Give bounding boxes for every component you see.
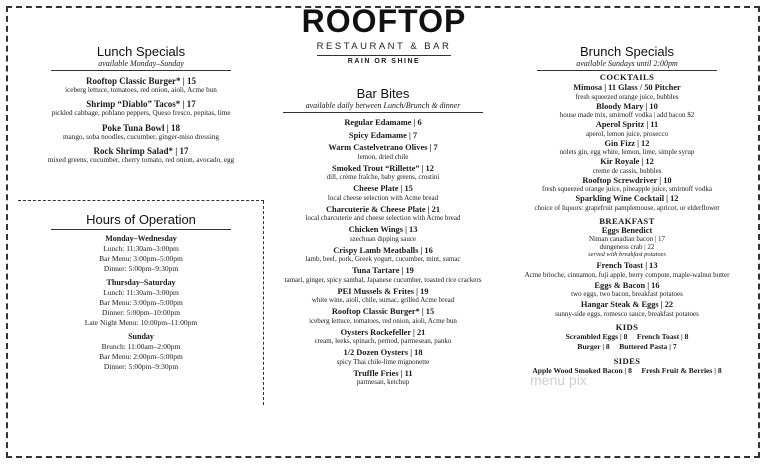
kids-heading: KIDS [615,321,639,332]
menu-item [504,157,750,175]
item-desc: white wine, aioli, chile, sumac, grilled Acme bread [311,296,455,304]
item-desc: dungeness crab | 22 [599,243,655,251]
hours-day: Sunday [128,332,154,341]
item-name: Truffle Fries | 11 [353,368,413,378]
hours-groups [18,233,264,372]
menu-item [18,76,264,94]
menu-item [504,261,750,279]
item-name: Eggs Benedict [601,225,653,235]
lunch-title: Lunch Specials [96,44,186,59]
logo-divider [317,55,451,56]
hours-title: Hours of Operation [86,212,196,227]
item-name: Hangar Steak & Eggs | 22 [580,300,674,309]
item-desc: lamb, beef, pork, Greek yogurt, cucumber, mint, sumac [305,255,461,263]
sides-heading: SIDES [613,355,641,366]
menu-item [272,225,494,243]
menu-item [272,266,494,284]
logo-subtitle: RESTAURANT & BAR [316,41,452,52]
item-name: French Toast | 13 [596,261,658,270]
menu-item [272,184,494,202]
bar-subtitle: available daily between Lunch/Brunch & dinner [305,101,461,110]
item-desc: cream, leeks, spinach, pernod, parmesean, panko [314,337,452,345]
item-name: Spicy Edamame | 7 [348,130,418,140]
hours-row: Lunch: 11:30am–3:00pm [103,244,179,253]
hours-divider [51,229,231,230]
eggs-benedict-item [504,226,750,260]
hours-row: Late Night Menu: 10:00pm–11:00pm [84,318,198,327]
item-desc: szechuan dipping sauce [349,234,417,243]
item-name: Bloody Mary | 10 [596,101,658,111]
item-name: Mimosa | 11 Glass / 50 Pitcher [573,83,681,92]
hours-section [18,212,264,372]
item-desc: two eggs, two bacon, breakfast potatoes [571,290,683,298]
item-desc: tamari, ginger, spicy sambal, Japanese cucumber, toasted rice crackers [284,275,482,284]
breakfast-heading: BREAKFAST [599,215,655,226]
hours-row: Dinner: 5:00pm–9:30pm [103,362,179,371]
item-name: Aperol Spritz | 11 [595,120,659,129]
cocktail-items [504,83,750,212]
item-desc: creme de cassis, bubbles [592,166,662,175]
item-desc: aperol, lemon juice, prosecco [585,129,669,138]
item-desc: nolets gin, egg white, lemon, lime, simple syrup [559,148,695,156]
hours-row: Dinner: 5:00pm–9:30pm [103,264,179,273]
menu-item [504,120,750,138]
lunch-specials-section [18,44,264,165]
item-desc: iceberg lettuce, tomatoes, red onion, aioli, Acme bun [65,86,217,94]
item-desc: mixed greens, cucumber, cherry tomato, red onion, avocado, egg [47,156,235,165]
item-desc: pickled cabbage, poblano peppers, Queso fresco, pepitas, lime [51,109,231,118]
menu-item [272,328,494,346]
menu-item [18,123,264,141]
item-name: Sparkling Wine Cocktail | 12 [575,194,679,203]
menu-item [272,348,494,366]
restaurant-logo: ROOFTOP [301,3,467,39]
item-name: Poke Tuna Bowl | 18 [101,122,180,133]
menu-item [504,139,750,157]
menu-item [504,102,750,120]
menu-item [272,246,494,264]
item-desc: iceberg lettuce, tomatoes, red onion, aioli, Acme bun [309,316,457,325]
hours-row: Brunch: 11:00am–2:00pm [101,342,181,351]
item-name: Charcuterie & Cheese Plate | 21 [325,204,441,214]
hours-row: Bar Menu: 3:00pm–5:00pm [99,298,183,307]
item-desc: choice of liquors: grapefruit pamplemouse, apricot, or elderflower [534,203,720,212]
item-name: Rock Shrimp Salad* | 17 [93,146,189,157]
kids-row: Burger | 8 Buttered Pasta | 7 [577,341,677,351]
hours-day: Monday–Wednesday [105,234,177,243]
item-name: Regular Edamame | 6 [344,118,422,127]
item-name: Kir Royale | 12 [600,157,654,166]
hours-day: Thursday–Saturday [106,278,176,287]
item-desc: house made mix, smirnoff vodka | add bacon $2 [559,111,695,119]
item-desc: Niman canadian bacon | 17 [588,235,666,243]
item-desc: fresh squeezed orange juice, bubbles [575,92,679,101]
hours-row: Dinner: 5:00pm–10:00pm [101,308,181,317]
item-name: Rooftop Classic Burger* | 15 [331,307,435,316]
item-name: Eggs & Bacon | 16 [594,280,660,290]
item-name: Rooftop Screwdriver | 10 [582,175,672,185]
item-desc: parmesan, ketchup [356,378,410,386]
item-name: PEI Mussels & Frites | 19 [337,286,429,296]
hours-row: Lunch: 11:30am–3:00pm [103,288,179,297]
bar-divider [283,112,483,113]
breakfast-items [504,261,750,318]
cocktails-heading: COCKTAILS [599,72,655,82]
lunch-divider [51,70,231,71]
hours-row: Bar Menu: 3:00pm–5:00pm [99,254,183,263]
item-desc: fresh squeezed orange juice, pineapple juice, smirnoff vodka [542,185,712,193]
item-name: Rooftop Classic Burger* | 15 [86,76,196,86]
item-desc: lemon, dried chile [357,152,409,161]
brunch-specials-section [504,44,750,376]
bar-title: Bar Bites [356,86,410,101]
menu-item [504,300,750,318]
lunch-items [18,76,264,165]
menu-item [272,369,494,387]
item-desc: mango, soba noodles, cucumber, ginger-miso dressing [62,132,220,141]
menu-item [18,146,264,164]
menu-item [272,307,494,325]
kids-row: Scrambled Eggs | 8 French Toast | 8 [565,331,689,341]
menu-item [504,83,750,101]
bar-bites-section [272,86,494,386]
item-name: 1/2 Dozen Oysters | 18 [343,348,423,357]
menu-item [504,281,750,299]
item-name: Oysters Rockefeller | 21 [340,327,426,337]
item-name: Tuna Tartare | 19 [352,266,414,275]
item-name: Shrimp “Diablo” Tacos* | 17 [86,99,196,110]
item-name: Gin Fizz | 12 [604,138,650,148]
item-desc: Acme brioche, cinnamon, fuji apple, berry compote, maple-walnut butter [524,270,730,279]
menu-item [504,194,750,212]
brunch-subtitle: available Sundays until 2:00pm [576,59,678,68]
item-note: served with breakfast potatoes [588,251,666,258]
bar-items [272,118,494,386]
hours-row: Bar Menu: 2:00pm–5:00pm [99,352,183,361]
watermark-logo: menu pix [530,372,587,388]
brunch-title: Brunch Specials [580,44,674,59]
menu-item [18,99,264,117]
item-desc: local charcuterie and cheese selection with Acme bread [305,214,461,222]
menu-item [272,118,494,128]
menu-item [504,176,750,194]
menu-item [272,287,494,305]
sides-row: Apple Wood Smoked Bacon | 8 Fresh Fruit & Berries | 8 [532,365,722,375]
item-name: Smoked Trout “Rillette” | 12 [332,163,434,173]
menu-item [272,143,494,161]
menu-item [272,205,494,223]
item-desc: local cheese selection with Acme bread [327,193,439,202]
item-desc: spicy Thai chile-lime mignonette [336,357,430,366]
item-desc: dill, crème fraîche, baby greens, crostini [326,173,440,181]
item-name: Chicken Wings | 13 [348,225,418,234]
item-desc: sunny-side eggs, romesco sauce, breakfast potatoes [555,309,699,318]
item-name: Crispy Lamb Meatballs | 16 [333,245,433,255]
lunch-subtitle: available Monday–Sunday [98,59,184,68]
logo-tagline: RAIN OR SHINE [347,58,421,65]
menu-item [272,131,494,141]
brunch-divider [537,70,717,71]
item-name: Warm Castelvetrano Olives | 7 [328,143,438,152]
menu-item [272,164,494,182]
item-name: Cheese Plate | 15 [353,184,413,193]
